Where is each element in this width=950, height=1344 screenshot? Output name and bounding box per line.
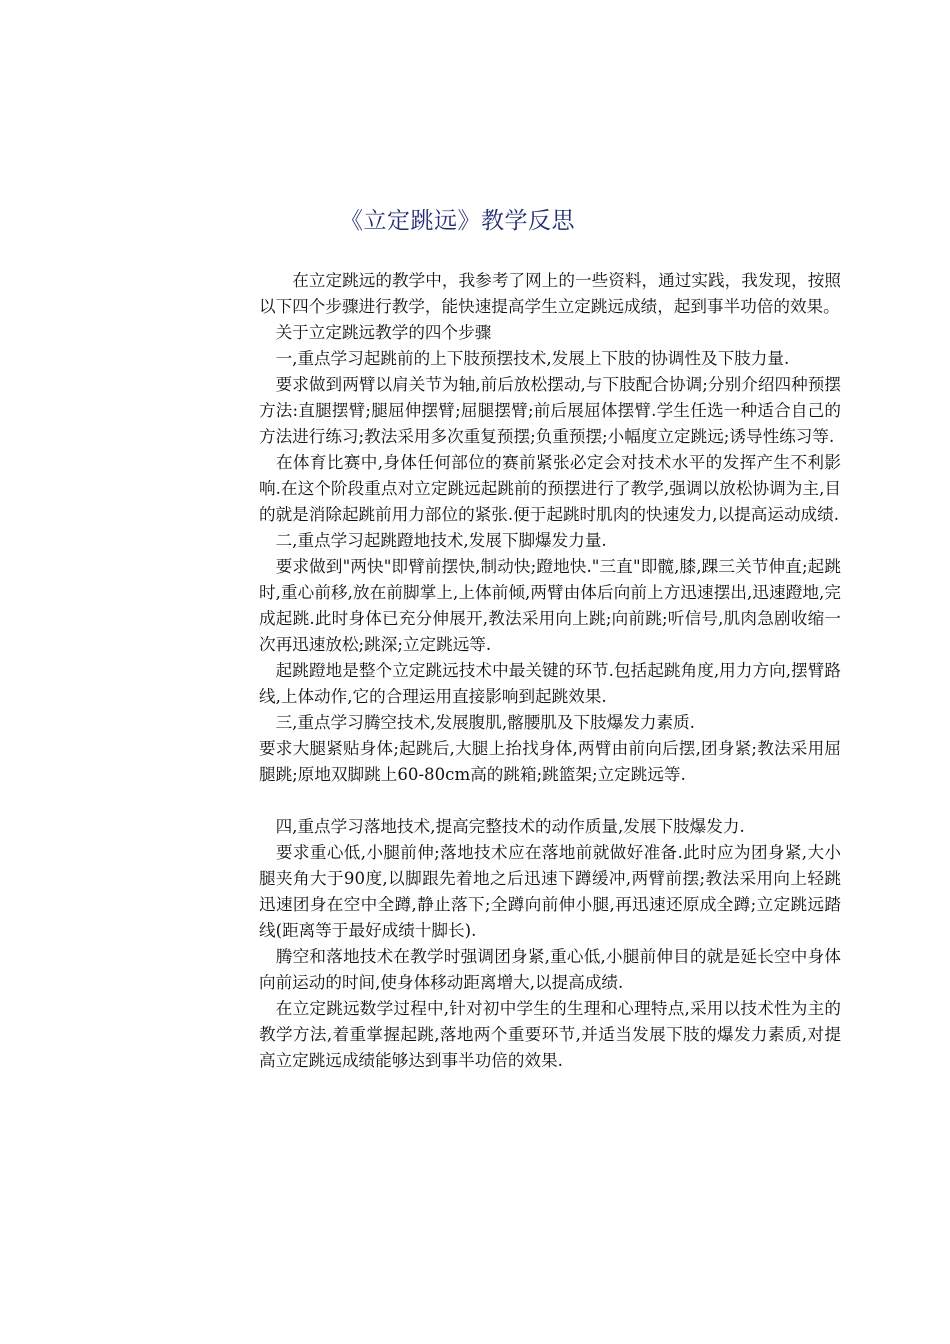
step-three-requirements: 要求大腿紧贴身体;起跳后,大腿上抬找身体,两臂由前向后摆,团身紧;教法采用屈腿跳;原地双脚跳上60-80cm高的跳箱;跳篮架;立定跳远等.	[259, 739, 841, 784]
conclusion-paragraph: 在立定跳远数学过程中,针对初中学生的生理和心理特点,采用以技术性为主的教学方法,着重掌握起跳,落地两个重要环节,并适当发展下肢的爆发力素质,对提高立定跳远成绩能够达到事半功倍的效果.	[259, 999, 841, 1070]
step-four-requirements: 要求重心低,小腿前伸;落地技术应在落地前就做好准备.此时应为团身紧,大小腿夹角大于90度,以脚跟先着地之后迅速下蹲缓冲,两臂前摆;教法采用向上轻跳迅速团身在空中全蹲,静止落下;全蹲向前伸小腿,再迅速还原成全蹲;立定跳远踏线(距离等于最好成绩十脚长).	[259, 843, 841, 940]
step-two-heading: 二,重点学习起跳蹬地技术,发展下脚爆发力量.	[259, 531, 607, 550]
document-body	[259, 268, 841, 1074]
section-heading: 关于立定跳远教学的四个步骤	[259, 323, 492, 342]
document-title: 《立定跳远》教学反思	[340, 208, 575, 234]
step-two-explanation: 起跳蹬地是整个立定跳远技术中最关键的环节.包括起跳角度,用力方向,摆臂路线,上体动作,它的合理运用直接影响到起跳效果.	[259, 661, 841, 706]
step-three-heading: 三,重点学习腾空技术,发展腹肌,髂腰肌及下肢爆发力素质.	[259, 713, 695, 732]
step-one-requirements: 要求做到两臂以肩关节为轴,前后放松摆动,与下肢配合协调;分别介绍四种预摆方法:直腿摆臂;腿屈伸摆臂;屈腿摆臂;前后展屈体摆臂.学生任选一种适合自己的方法进行练习;教法采用多次重复预摆;负重预摆;小幅度立定跳远;诱导性练习等.	[259, 375, 841, 446]
step-two-requirements: 要求做到"两快"即臂前摆快,制动快;蹬地快."三直"即髋,膝,踝三关节伸直;起跳时,重心前移,放在前脚掌上,上体前倾,两臂由体后向前上方迅速摆出,迅速蹬地,完成起跳.此时身体已充分伸展开,教法采用向上跳;向前跳;听信号,肌肉急剧收缩一次再迅速放松;跳深;立定跳远等.	[259, 557, 841, 654]
step-one-explanation: 在体育比赛中,身体任何部位的赛前紧张必定会对技术水平的发挥产生不利影响.在这个阶段重点对立定跳远起跳前的预摆进行了教学,强调以放松协调为主,目的就是消除起跳前用力部位的紧张.便于起跳时肌肉的快速发力,以提高运动成绩.	[259, 453, 841, 524]
blank-line	[259, 788, 841, 814]
step-four-explanation: 腾空和落地技术在教学时强调团身紧,重心低,小腿前伸目的就是延长空中身体向前运动的时间,使身体移动距离增大,以提高成绩.	[259, 947, 841, 992]
intro-paragraph: 在立定跳远的教学中，我参考了网上的一些资料，通过实践，我发现，按照以下四个步骤进行教学，能快速提高学生立定跳远成绩，起到事半功倍的效果。	[259, 271, 841, 316]
step-one-heading: 一,重点学习起跳前的上下肢预摆技术,发展上下肢的协调性及下肢力量.	[259, 349, 790, 368]
step-four-heading: 四,重点学习落地技术,提高完整技术的动作质量,发展下肢爆发力.	[259, 817, 745, 836]
